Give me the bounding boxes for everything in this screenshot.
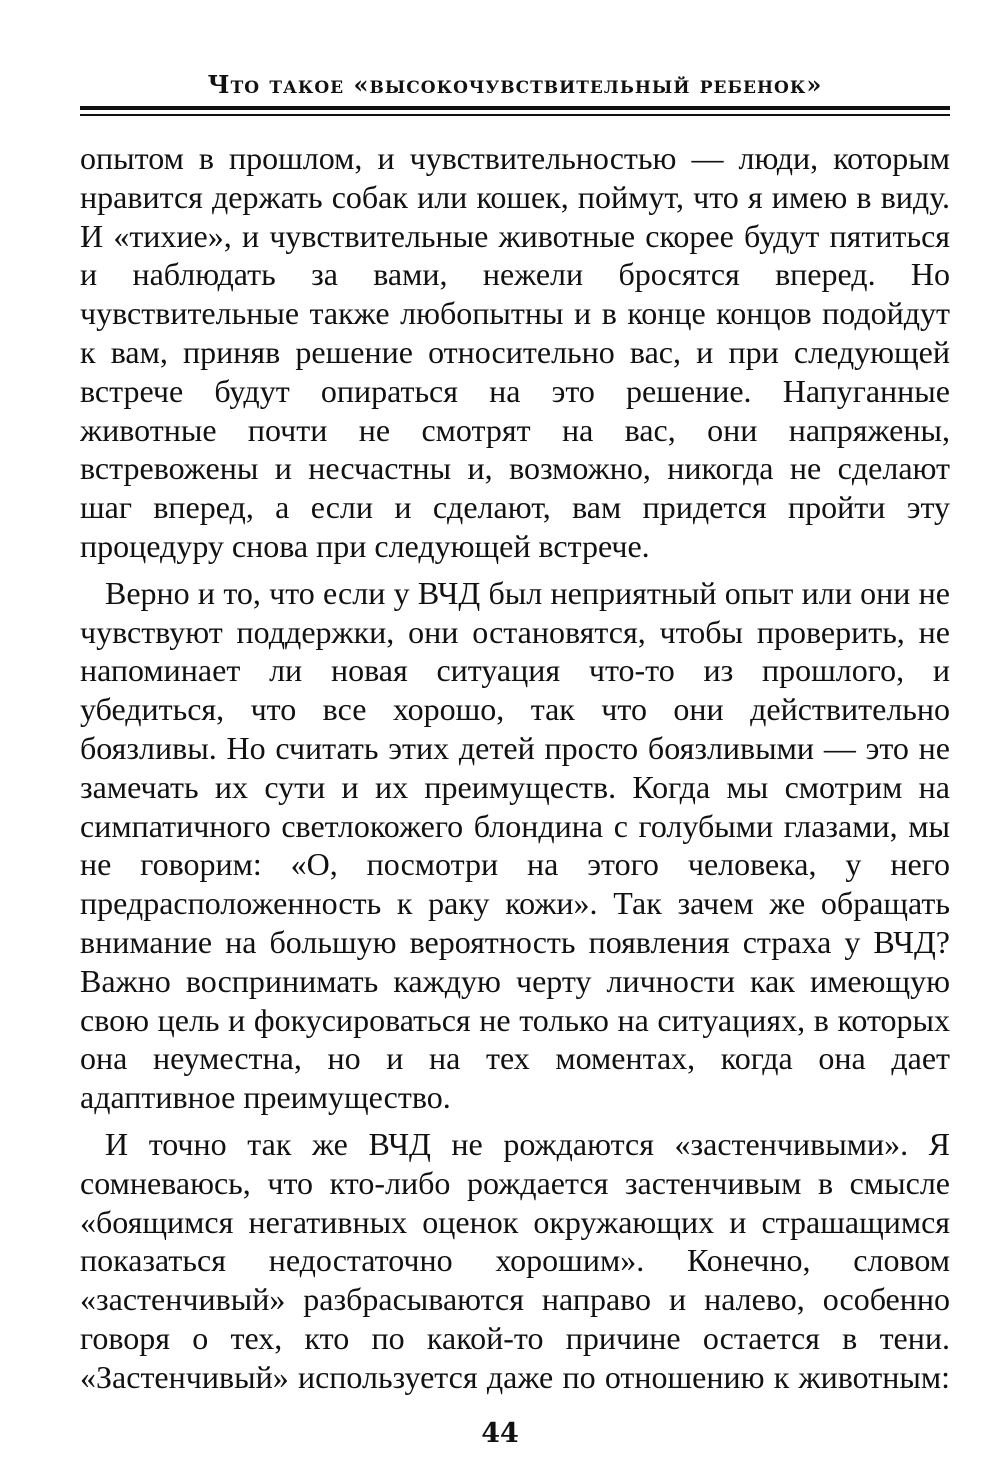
body-text: [80, 139, 950, 1399]
page-number: 44: [481, 1418, 519, 1449]
running-header-title: Что такое «высокочувствительный ребенок»: [207, 70, 823, 99]
header-rule-thick: [80, 106, 950, 110]
paragraph-1: опытом в прошлом, и чувствительностью — люди, которым нравится держать собак или кошек, поймут, что я имею в виду. И «тихие», и чувствительные животные скорее будут пятиться и наблюдать за вами, нежели бросятся вперед. Но чувствительные также любопытны и в конце концов подойдут к вам, приняв решение относительно вас, и при следующей встрече будут опираться на это решение. Напуганные животные почти не смотрят на вас, они напряжены, встревожены и несчастны и, возможно, никогда не сделают шаг вперед, а если и сделают, вам придется пройти эту процедуру снова при следующей встрече.: [80, 140, 950, 564]
paragraph-2: Верно и то, что если у ВЧД был неприятный опыт или они не чувствуют поддержки, они остановятся, чтобы проверить, не напоминает ли новая ситуация что-то из прошлого, и убедиться, что все хорошо, так что они действительно боязливы. Но считать этих детей просто боязливыми — это не замечать их сути и их преимуществ. Когда мы смотрим на симпатичного светлокожего блондина с голубыми глазами, мы не говорим: «О, посмотри на этого человека, у него предрасположенность к раку кожи». Так зачем же обращать внимание на большую вероятность появления страха у ВЧД? Важно воспринимать каждую черту личности как имеющую свою цель и фокусироваться не только на ситуациях, в которых она неуместна, но и на тех моментах, когда она дает адаптивное преимущество.: [80, 574, 950, 1116]
paragraph-3: И точно так же ВЧД не рождаются «застенчивыми». Я сомневаюсь, что кто-либо рождается застенчивым в смысле «боящимся негативных оценок окружающих и страшащимся показаться недостаточно хорошим». Конечно, словом «застенчивый» разбрасываются направо и налево, особенно говоря о тех, кто по какой-то причине остается в тени. «Застенчивый» используется даже по отношению к животным:: [80, 1125, 950, 1395]
header-rule-thin: [80, 114, 950, 116]
